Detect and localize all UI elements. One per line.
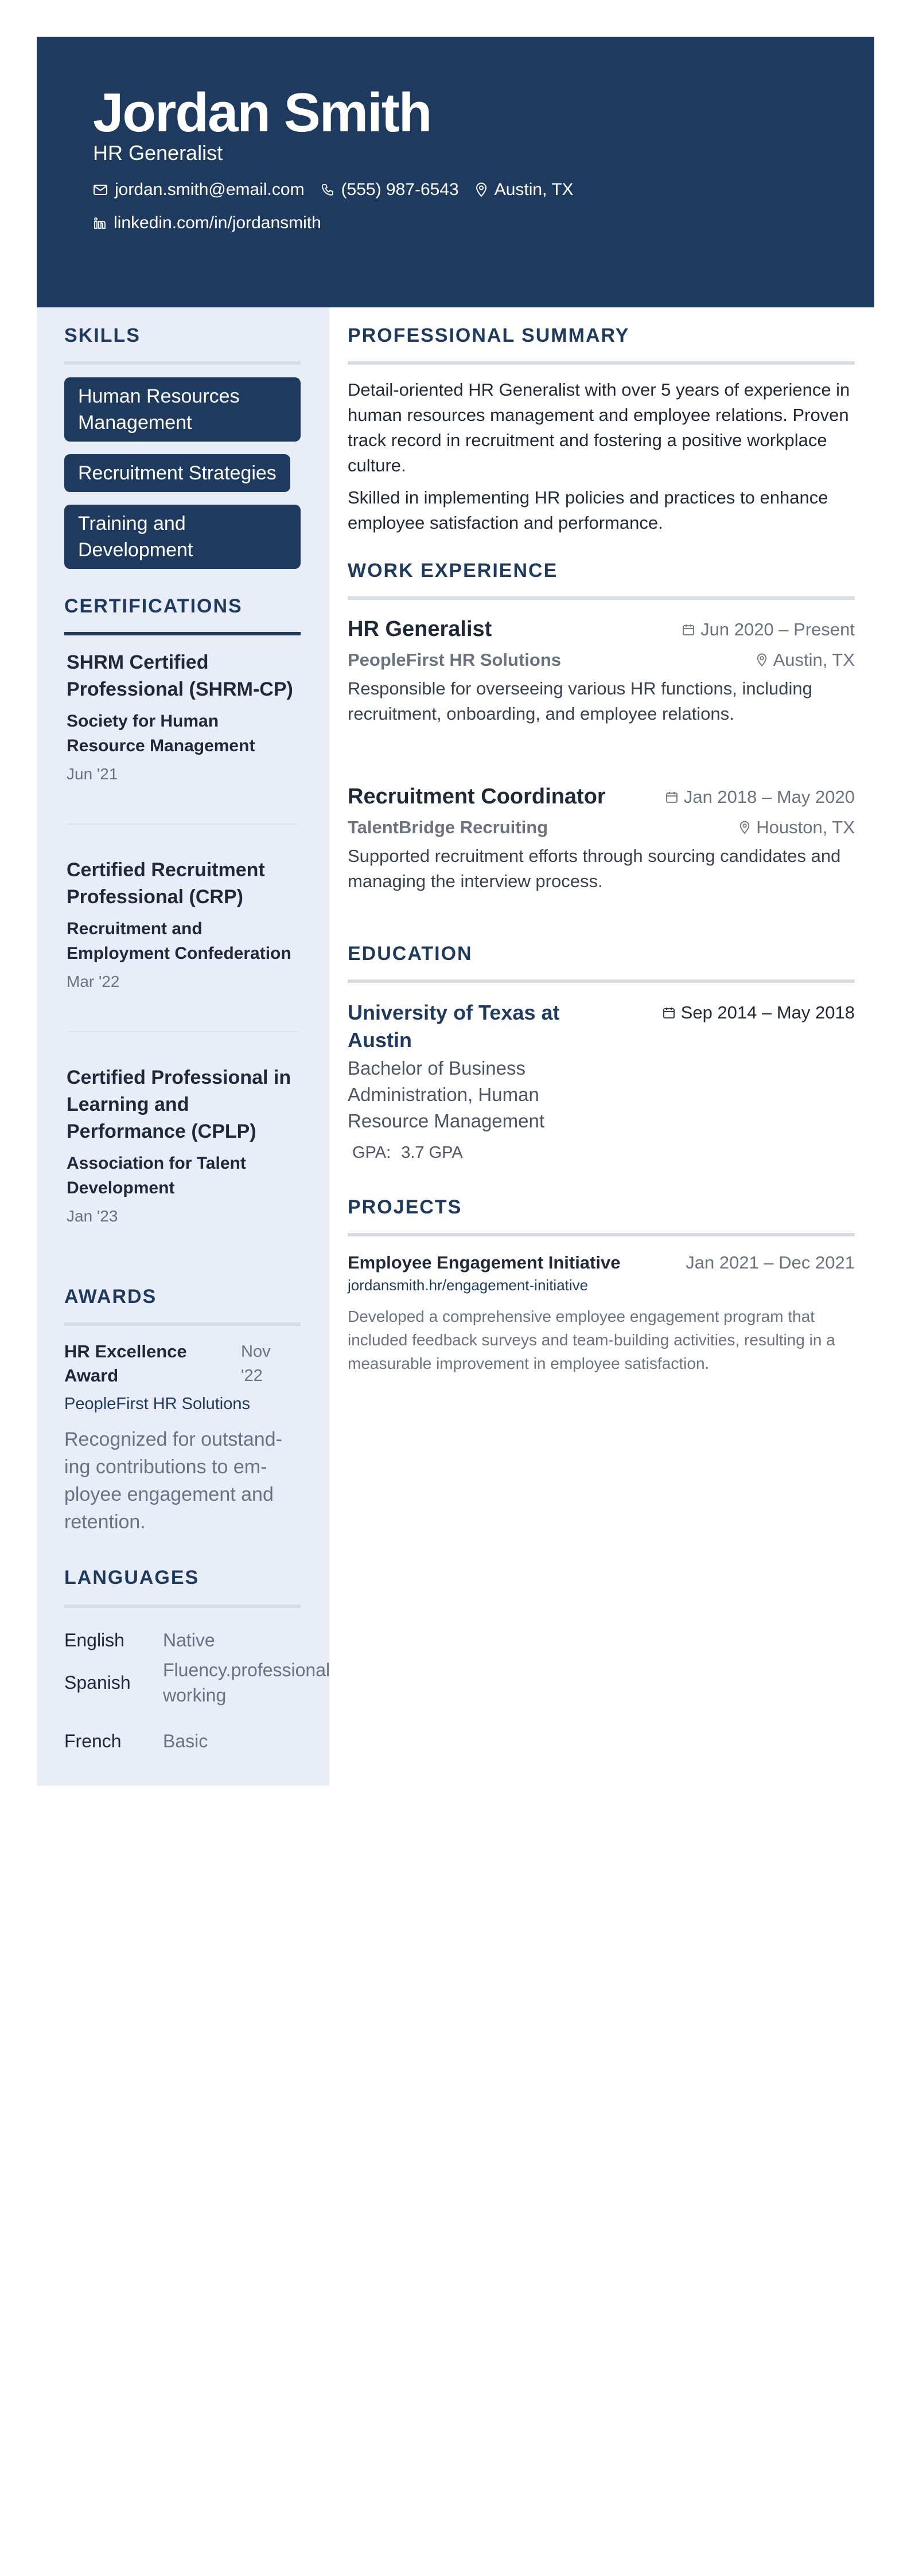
company-name: PeopleFirst HR Solutions bbox=[348, 650, 562, 670]
linkedin-text: linkedin.com/in/jordansmith bbox=[114, 213, 321, 232]
language-row bbox=[64, 1657, 330, 1708]
project-link[interactable]: jordansmith.hr/engagement-initiative bbox=[348, 1277, 589, 1294]
mail-icon bbox=[93, 184, 108, 196]
language-level: Basic bbox=[163, 1731, 208, 1751]
projects-heading: PROJECTS bbox=[348, 1196, 462, 1218]
education-dates-text: Sep 2014 – May 2018 bbox=[680, 1002, 855, 1022]
calendar-icon bbox=[665, 791, 678, 803]
languages-heading: LANGUAGES bbox=[64, 1567, 200, 1588]
gpa-value: 3.7 GPA bbox=[401, 1143, 463, 1162]
experience-item bbox=[348, 784, 855, 894]
skills-heading: SKILLS bbox=[64, 325, 141, 346]
summary-heading: PROFESSIONAL SUMMARY bbox=[348, 325, 630, 346]
gpa-label: GPA: bbox=[352, 1143, 391, 1162]
education-heading: EDUCATION bbox=[348, 943, 473, 965]
experience-heading: WORK EXPERIENCE bbox=[348, 560, 558, 581]
phone-text: (555) 987-6543 bbox=[341, 180, 459, 199]
certification-divider bbox=[67, 823, 298, 825]
experience-rule bbox=[348, 596, 855, 600]
award-title: HR Excellence Award bbox=[64, 1341, 187, 1385]
location-text: Austin, TX bbox=[494, 180, 574, 199]
job-location bbox=[756, 650, 855, 670]
resume-body bbox=[37, 307, 874, 1786]
company-name: TalentBridge Recruiting bbox=[348, 817, 548, 837]
certification-issuer: Society for Human Resource Management bbox=[67, 712, 255, 755]
language-name: French bbox=[64, 1730, 122, 1751]
certification-item bbox=[67, 649, 298, 783]
certification-title: Certified Recruitment Professional (CRP) bbox=[67, 859, 265, 908]
degree: Bachelor of Business Administration, Human Resource Management bbox=[348, 1057, 545, 1131]
job-location-text: Houston, TX bbox=[756, 817, 855, 837]
summary-paragraph: Detail-oriented HR Generalist with over 5 years of experience in human resources management and employee relations. Proven track record in recruitment and fostering a positive workplace culture. bbox=[348, 380, 850, 475]
job-location-text: Austin, TX bbox=[773, 650, 855, 670]
projects-rule bbox=[348, 1233, 855, 1236]
project-dates: Jan 2021 – Dec 2021 bbox=[686, 1252, 855, 1273]
awards-rule bbox=[64, 1322, 301, 1326]
location-pin-icon bbox=[739, 821, 750, 834]
language-row bbox=[64, 1728, 208, 1754]
summary-rule bbox=[348, 361, 855, 365]
experience-item bbox=[348, 617, 855, 727]
linkedin-icon bbox=[93, 216, 107, 230]
certification-title: Certified Professional in Learning and Performance (CPLP) bbox=[67, 1067, 291, 1142]
phone-contact[interactable] bbox=[321, 180, 459, 200]
location-contact bbox=[475, 180, 574, 200]
job-dates bbox=[665, 787, 855, 807]
education-rule bbox=[348, 979, 855, 983]
award-description: Recognized for outstand-ing contributions to em-ployee engagement and retention. bbox=[64, 1428, 282, 1533]
certifications-rule bbox=[64, 632, 301, 635]
sidebar bbox=[37, 307, 329, 1786]
job-description: Responsible for overseeing various HR functions, including recruitment, onboarding, and employee relations. bbox=[348, 678, 812, 724]
language-level: Fluency.professional working bbox=[163, 1660, 330, 1705]
job-title: HR Generalist bbox=[348, 617, 492, 641]
certification-divider bbox=[67, 1031, 298, 1032]
gpa-row bbox=[352, 1143, 463, 1162]
certification-date: Jan '23 bbox=[67, 1207, 118, 1225]
resume-header bbox=[37, 37, 874, 307]
award-date: Nov '22 bbox=[241, 1342, 271, 1385]
location-pin-icon bbox=[756, 653, 768, 667]
job-location bbox=[739, 817, 855, 838]
language-name: Spanish bbox=[64, 1672, 131, 1693]
calendar-icon bbox=[663, 1006, 675, 1019]
candidate-name: Jordan Smith bbox=[93, 82, 431, 143]
project-title: Employee Engagement Initiative bbox=[348, 1252, 621, 1273]
job-dates-text: Jan 2018 – May 2020 bbox=[683, 786, 855, 807]
linkedin-contact[interactable] bbox=[93, 213, 321, 233]
project-description: Developed a comprehensive employee engagement program that included feedback surveys and team-building activities, resulting in a measurable improvement in employee satisfaction. bbox=[348, 1307, 835, 1372]
certification-issuer: Association for Talent Development bbox=[67, 1154, 246, 1197]
certification-issuer: Recruitment and Employment Confederation bbox=[67, 919, 291, 963]
location-pin-icon bbox=[475, 182, 488, 197]
job-dates-text: Jun 2020 – Present bbox=[700, 619, 855, 639]
certifications-heading: CERTIFICATIONS bbox=[64, 595, 243, 617]
certification-item bbox=[67, 857, 298, 991]
job-description: Supported recruitment efforts through sourcing candidates and managing the interview process. bbox=[348, 846, 841, 891]
education-dates bbox=[663, 1002, 855, 1023]
school-name: University of Texas at Austin bbox=[348, 1001, 560, 1052]
language-name: English bbox=[64, 1629, 124, 1650]
award-issuer: PeopleFirst HR Solutions bbox=[64, 1395, 250, 1413]
skill-chip: Training and Development bbox=[64, 505, 301, 569]
skill-chip: Human Resources Management bbox=[64, 377, 301, 442]
job-dates bbox=[682, 619, 855, 640]
skill-chip: Recruitment Strategies bbox=[64, 454, 290, 492]
email-text: jordan.smith@email.com bbox=[115, 180, 305, 199]
contact-row bbox=[93, 180, 590, 200]
job-title: Recruitment Coordinator bbox=[348, 784, 606, 809]
skills-rule bbox=[64, 361, 301, 365]
candidate-title: HR Generalist bbox=[93, 141, 223, 165]
certification-item bbox=[67, 1064, 298, 1225]
calendar-icon bbox=[682, 623, 695, 636]
contact-row-2 bbox=[93, 213, 337, 233]
certification-date: Mar '22 bbox=[67, 973, 120, 990]
languages-rule bbox=[64, 1605, 301, 1608]
phone-icon bbox=[321, 183, 334, 197]
project-item bbox=[348, 1252, 855, 1375]
awards-heading: AWARDS bbox=[64, 1286, 157, 1307]
certification-title: SHRM Certified Professional (SHRM-CP) bbox=[67, 651, 293, 700]
email-contact[interactable] bbox=[93, 180, 305, 200]
summary-paragraph: Skilled in implementing HR policies and practices to enhance employee satisfaction and performance. bbox=[348, 487, 828, 533]
certification-date: Jun '21 bbox=[67, 765, 118, 783]
resume bbox=[37, 37, 874, 1786]
language-row bbox=[64, 1627, 215, 1653]
language-level: Native bbox=[163, 1630, 215, 1650]
